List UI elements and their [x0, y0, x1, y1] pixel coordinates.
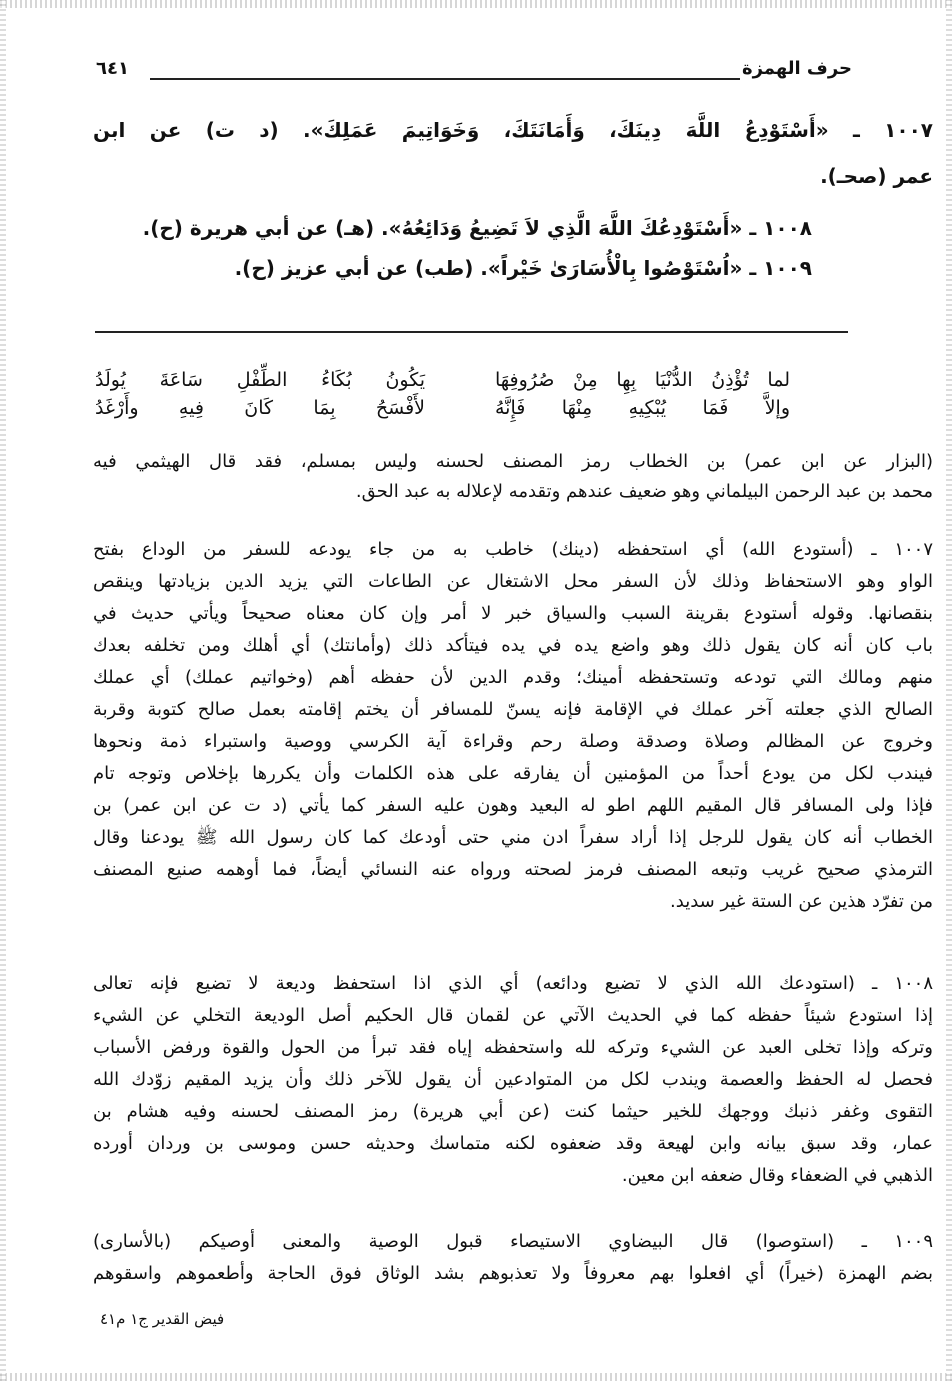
- commentary-1007-line: باب كان أنه كان يقول ذلك وهو واضع يده في يده فيتأكد ذلك (وأمانتك) أي أهلك ومن تخلفه بعدك: [93, 635, 933, 656]
- commentary-1007-line: فإذا ولى المسافر قال المقيم اللهم اطو له البعيد وهون عليه السفر كما يأتي (د ت عن ابن عمر) بن: [93, 795, 933, 816]
- scan-edge-top: [0, 0, 952, 8]
- commentary-1008-line: وتركه وإذا تخلى العبد عن الشيء وتركه لله واستحفظه إياه فقد تبرأ من الحول والقوة ورفض الأسباب: [93, 1037, 933, 1058]
- header-rule: [150, 78, 740, 80]
- commentary-1007-line: من تفرّد هذين عن الستة غير سديد.: [670, 891, 933, 912]
- verse-2-left: لأَفْسَحُ بِمَا كَانَ فِيهِ وأَرْغَدُ: [95, 397, 425, 419]
- commentary-1009-line: ١٠٠٩ ـ (استوصوا) قال البيضاوي الاستيصاء قبول الوصية والمعنى أوصيكم (بالأسارى): [93, 1231, 933, 1252]
- commentary-1008-line: ١٠٠٨ ـ (استودعك الله الذي لا تضيع ودائعه) أي الذي اذا استحفظ وديعة لا تضيع فإنه تعالى: [93, 973, 933, 994]
- hadith-1007-line: ١٠٠٧ ـ «أَسْتَوْدِعُ اللَّهَ دِينَكَ، وَأَمَانَتَكَ، وَخَوَاتِيمَ عَمَلِكَ». (د ت) عن ابن: [93, 118, 933, 142]
- section-divider: [95, 331, 848, 333]
- citation-line: (البزار عن ابن عمر) بن الخطاب رمز المصنف لحسنه وليس بمسلم، فقد قال الهيثمي فيه: [93, 451, 933, 472]
- commentary-1007-line: ١٠٠٧ ـ (أستودع الله) أي استحفظه (دينك) خاطب به من جاء يودعه للسفر من الوداع بفتح: [93, 539, 933, 560]
- commentary-1008-line: فحصل له الحفظ والعصمة ويندب لكل من المتوادعين أن يقول للآخر ذلك وأن يزيد المقيم زوّدك الله: [93, 1069, 933, 1090]
- commentary-1008-line: إذا استودع شيئاً حفظه كما في الحديث الآتي عن لقمان قال الحكيم أصل الوديعة التخلي عن الشيء: [93, 1005, 933, 1026]
- footer-signature: فيض القدير ج١ م٤١: [100, 1310, 225, 1328]
- hadith-1009: ١٠٠٩ ـ «اُسْتَوْصُوا بِالْأُسَارَىٰ خَيْراً». (طب) عن أبي عزيز (ح).: [234, 256, 812, 280]
- commentary-1009-line: بضم الهمزة (خيراً) أي افعلوا بهم معروفاً ولا تعذبوهم بشد الوثاق فوق الحاجة وأطعموهم واسقوهم: [93, 1263, 933, 1284]
- commentary-1007-line: الصالح الذي جعلته آخر عملك في الإقامة فإنه يسنّ للمسافر أن يختم إقامته بعمل صالح كتوبة وقربة: [93, 699, 933, 720]
- commentary-1008-line: الذهبي في الضعفاء وقال ضعفه ابن معين.: [621, 1165, 933, 1186]
- commentary-1008-line: التقوى وغفر ذنبك ووجهك للخير حيثما كنت (عن أبي هريرة) رمز المصنف لحسنه وفيه هشام بن: [93, 1101, 933, 1122]
- commentary-1007-line: بنقصانها. وقوله أستودع بقرينة السبب والسياق خبر لا أمر وإن كان معناه صحيحاً ويأتي حديث في: [93, 603, 933, 624]
- commentary-1008-line: عمار، وقد سبق بيانه وابن لهيعة وقد ضعفوه لكنه متماسك وحديثه حسن وموسى بن وردان أورده: [93, 1133, 933, 1154]
- commentary-1007-line: الخطاب أنه كان يقول للرجل إذا أراد سفراً ادن مني حتى أودعك كما كان رسول الله ﷺ يودعنا وقال: [93, 827, 933, 848]
- hadith-1008: ١٠٠٨ ـ «أَسْتَوْدِعُكَ اللَّهَ الَّذِي لاَ تَضِيعُ وَدَائِعُهُ». (هـ) عن أبي هريرة (ح).: [142, 216, 812, 240]
- commentary-1007-line: فيندب لكل من يودع أحداً من المؤمنين أن يفارقه على هذه الكلمات وأن يكررها بإخلاص وتوجه تام: [93, 763, 933, 784]
- verse-1-left: يَكُونُ بُكَاءُ الطِّفْلِ سَاعَةَ يُولَدُ: [95, 369, 425, 391]
- verse-1-right: لما تُؤْذِنُ الدُّنْيَا بِهِا مِنْ صُرُوفِهَا: [495, 369, 790, 391]
- page-number: ٦٤١: [96, 58, 129, 79]
- citation-line: محمد بن عبد الرحمن البيلماني وهو ضعيف عندهم وتقدمه لإعلاله به عبد الحق.: [355, 481, 933, 502]
- scan-edge-right: [946, 0, 952, 1381]
- scan-edge-bottom: [0, 1373, 952, 1381]
- commentary-1007-line: الواو وهو الاستحفاظ وذلك لأن السفر محل الاشتغال عن الطاعات التي يزيد الدين بزيادتها وينقص: [93, 571, 933, 592]
- running-head-title: حرف الهمزة: [741, 58, 852, 79]
- scan-edge-left: [0, 0, 6, 1381]
- commentary-1007-line: الترمذي صحيح غريب وتبعه المصنف فرمز لصحته ورواه عنه النسائي أيضاً، فما أوهمه صنيع المصنف: [93, 859, 933, 880]
- commentary-1007-line: وخروج عن المظالم وصلاة وصدقة وصلة رحم وقراءة آية الكرسي ووصية واستبراء ذمة ونحوها: [93, 731, 933, 752]
- verse-2-right: وإلاَّ فَمَا يُبْكِيهِ مِنْهَا فَإِنَّهُ: [495, 397, 790, 419]
- hadith-1007-line: عمر (صحـ).: [820, 164, 933, 188]
- commentary-1007-line: منهم ومالك التي تودعه وتستحفظه أمينك؛ وقدم الدين لأن حفظه أهم (وخواتيم عملك) أي عملك: [93, 667, 933, 688]
